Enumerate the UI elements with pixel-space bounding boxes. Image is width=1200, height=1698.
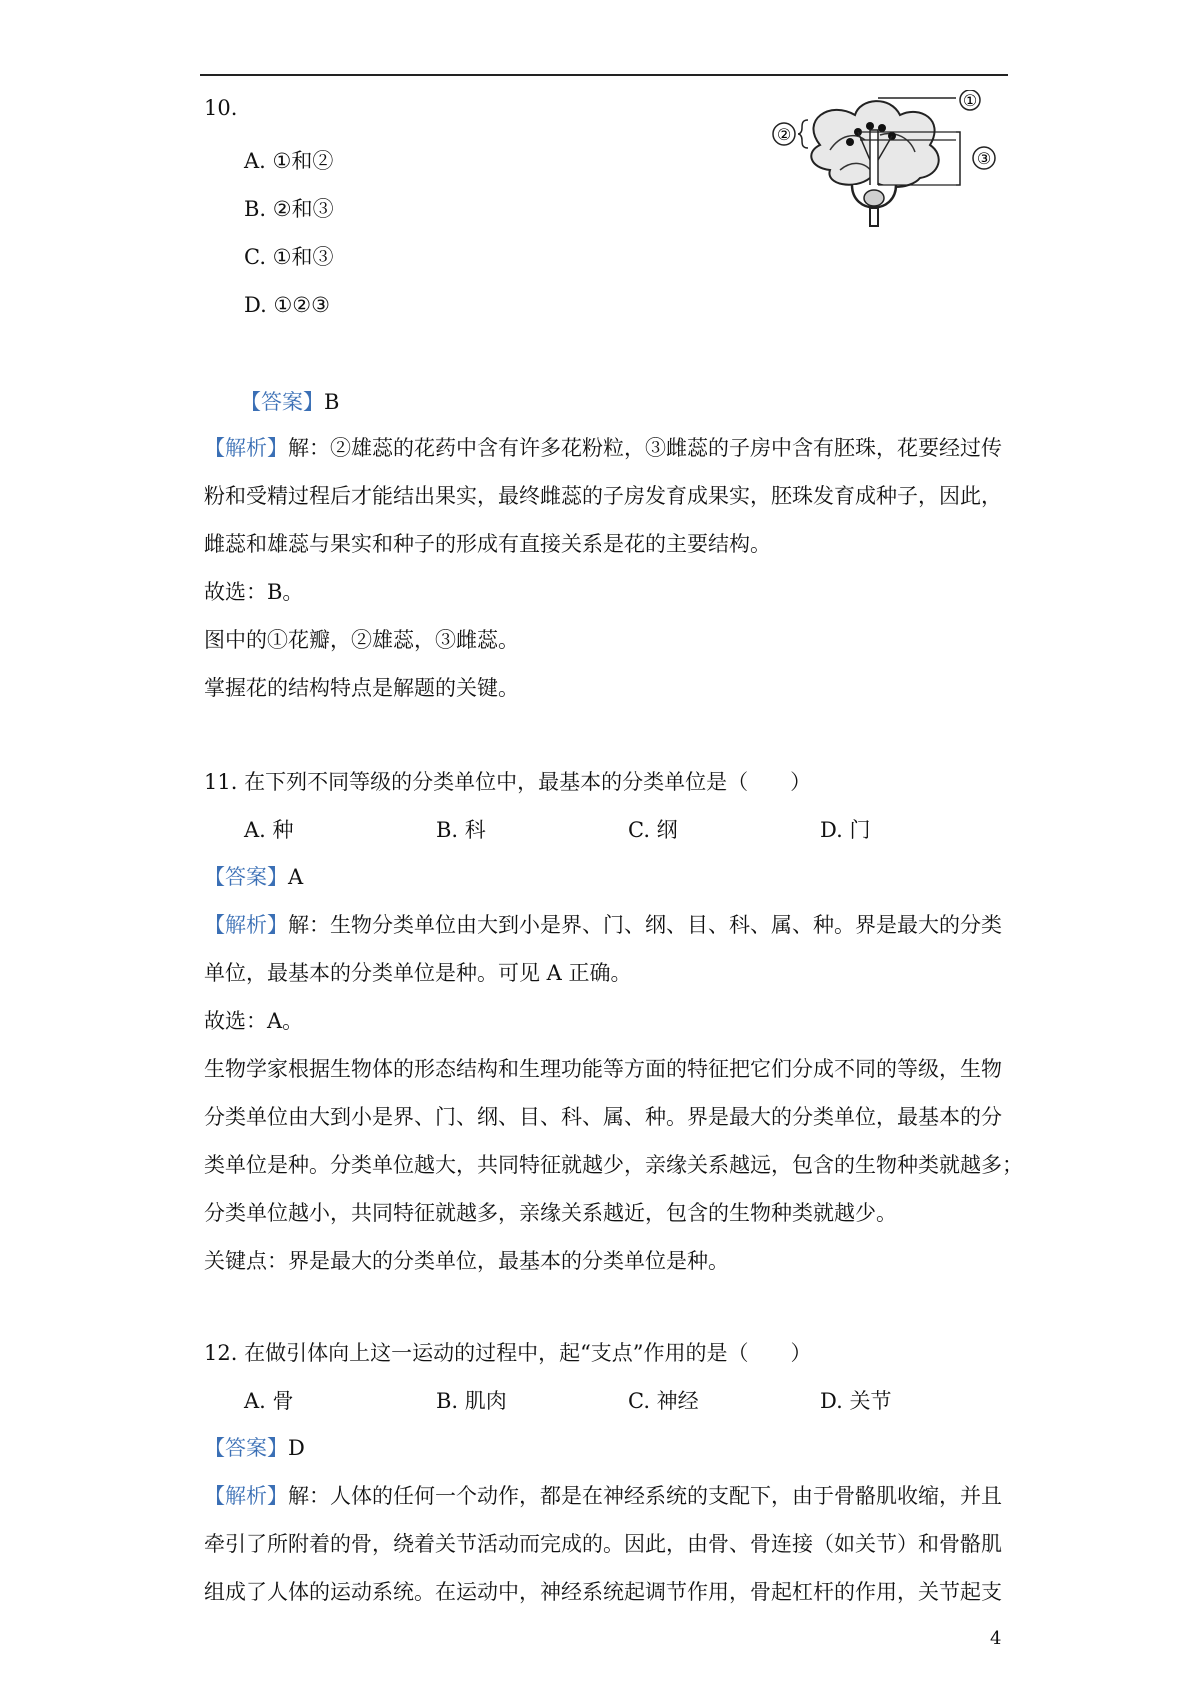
q10-option-a: A. ①和②	[244, 149, 334, 173]
q11-question: 11. 在下列不同等级的分类单位中，最基本的分类单位是（ ）	[204, 770, 812, 794]
analysis-tag: 【解析】	[204, 913, 288, 937]
q12-question: 12. 在做引体向上这一运动的过程中，起“支点”作用的是（ ）	[204, 1341, 812, 1365]
answer-tag: 【答案】	[240, 390, 324, 414]
q12-analysis-line-1: 【解析】解：人体的任何一个动作，都是在神经系统的支配下，由于骨骼肌收缩，并且	[204, 1484, 1002, 1508]
q11-option-a: A. 种	[244, 818, 294, 842]
q11-option-d: D. 门	[820, 818, 871, 842]
q11-answer	[204, 862, 303, 892]
q11-option-b: B. 科	[436, 818, 486, 842]
q10-option-d: D. ①②③	[244, 293, 330, 317]
answer-tag: 【答案】	[204, 865, 288, 889]
q11-key-point: 关键点：界是最大的分类单位，最基本的分类单位是种。	[204, 1249, 729, 1273]
q12-analysis-line-2: 牵引了所附着的骨，绕着关节活动而完成的。因此，由骨、骨连接（如关节）和骨骼肌	[204, 1532, 1002, 1556]
q10-analysis-line-3: 雌蕊和雄蕊与果实和种子的形成有直接关系是花的主要结构。	[204, 532, 771, 556]
header-rule	[200, 74, 1008, 76]
q11-analysis-line-2: 单位，最基本的分类单位是种。可见 A 正确。	[204, 961, 632, 985]
answer-tag: 【答案】	[204, 1436, 288, 1460]
analysis-tag: 【解析】	[204, 1484, 288, 1508]
q12-option-c: C. 神经	[628, 1389, 699, 1413]
q12-analysis-line-3: 组成了人体的运动系统。在运动中，神经系统起调节作用，骨起杠杆的作用，关节起支	[204, 1580, 1002, 1604]
q12-option-d: D. 关节	[820, 1389, 892, 1413]
q10-analysis-line-2: 粉和受精过程后才能结出果实，最终雌蕊的子房发育成果实，胚珠发育成种子，因此，	[204, 484, 1002, 508]
q10-answer	[240, 387, 339, 417]
page-number: 4	[990, 1628, 1002, 1649]
q11-option-c: C. 纲	[628, 818, 678, 842]
q11-explain-line-2: 分类单位由大到小是界、门、纲、目、科、属、种。界是最大的分类单位，最基本的分	[204, 1105, 1002, 1129]
answer-value: D	[288, 1436, 305, 1460]
analysis-tag: 【解析】	[204, 436, 288, 460]
answer-value: A	[288, 865, 304, 889]
q10-analysis-line-1: 【解析】解：②雄蕊的花药中含有许多花粉粒，③雌蕊的子房中含有胚珠，花要经过传	[204, 436, 1002, 460]
q10-option-c: C. ①和③	[244, 245, 334, 269]
figure-label-1: ①	[962, 91, 978, 110]
q12-option-a: A. 骨	[244, 1389, 294, 1413]
q11-conclusion: 故选：A。	[204, 1009, 304, 1033]
q10-figure-note: 图中的①花瓣，②雄蕊，③雌蕊。	[204, 628, 519, 652]
q10-key-point: 掌握花的结构特点是解题的关键。	[204, 676, 519, 700]
q11-explain-line-1: 生物学家根据生物体的形态结构和生理功能等方面的特征把它们分成不同的等级，生物	[204, 1057, 1002, 1081]
flower-structure-diagram	[760, 90, 1010, 240]
q10-option-b: B. ②和③	[244, 197, 334, 221]
q11-explain-line-3: 类单位是种。分类单位越大，共同特征就越少，亲缘关系越远，包含的生物种类就越多；	[204, 1153, 1023, 1177]
answer-value: B	[324, 390, 340, 414]
q11-analysis-line-1: 【解析】解：生物分类单位由大到小是界、门、纲、目、科、属、种。界是最大的分类	[204, 913, 1002, 937]
q10-conclusion: 故选：B。	[204, 580, 304, 604]
q12-option-b: B. 肌肉	[436, 1389, 507, 1413]
q11-explain-line-4: 分类单位越小，共同特征就越多，亲缘关系越近，包含的生物种类就越少。	[204, 1201, 897, 1225]
figure-label-3: ③	[976, 149, 992, 168]
figure-label-2: ②	[776, 125, 792, 144]
q10-number: 10.	[204, 96, 238, 120]
q12-answer	[204, 1433, 305, 1463]
